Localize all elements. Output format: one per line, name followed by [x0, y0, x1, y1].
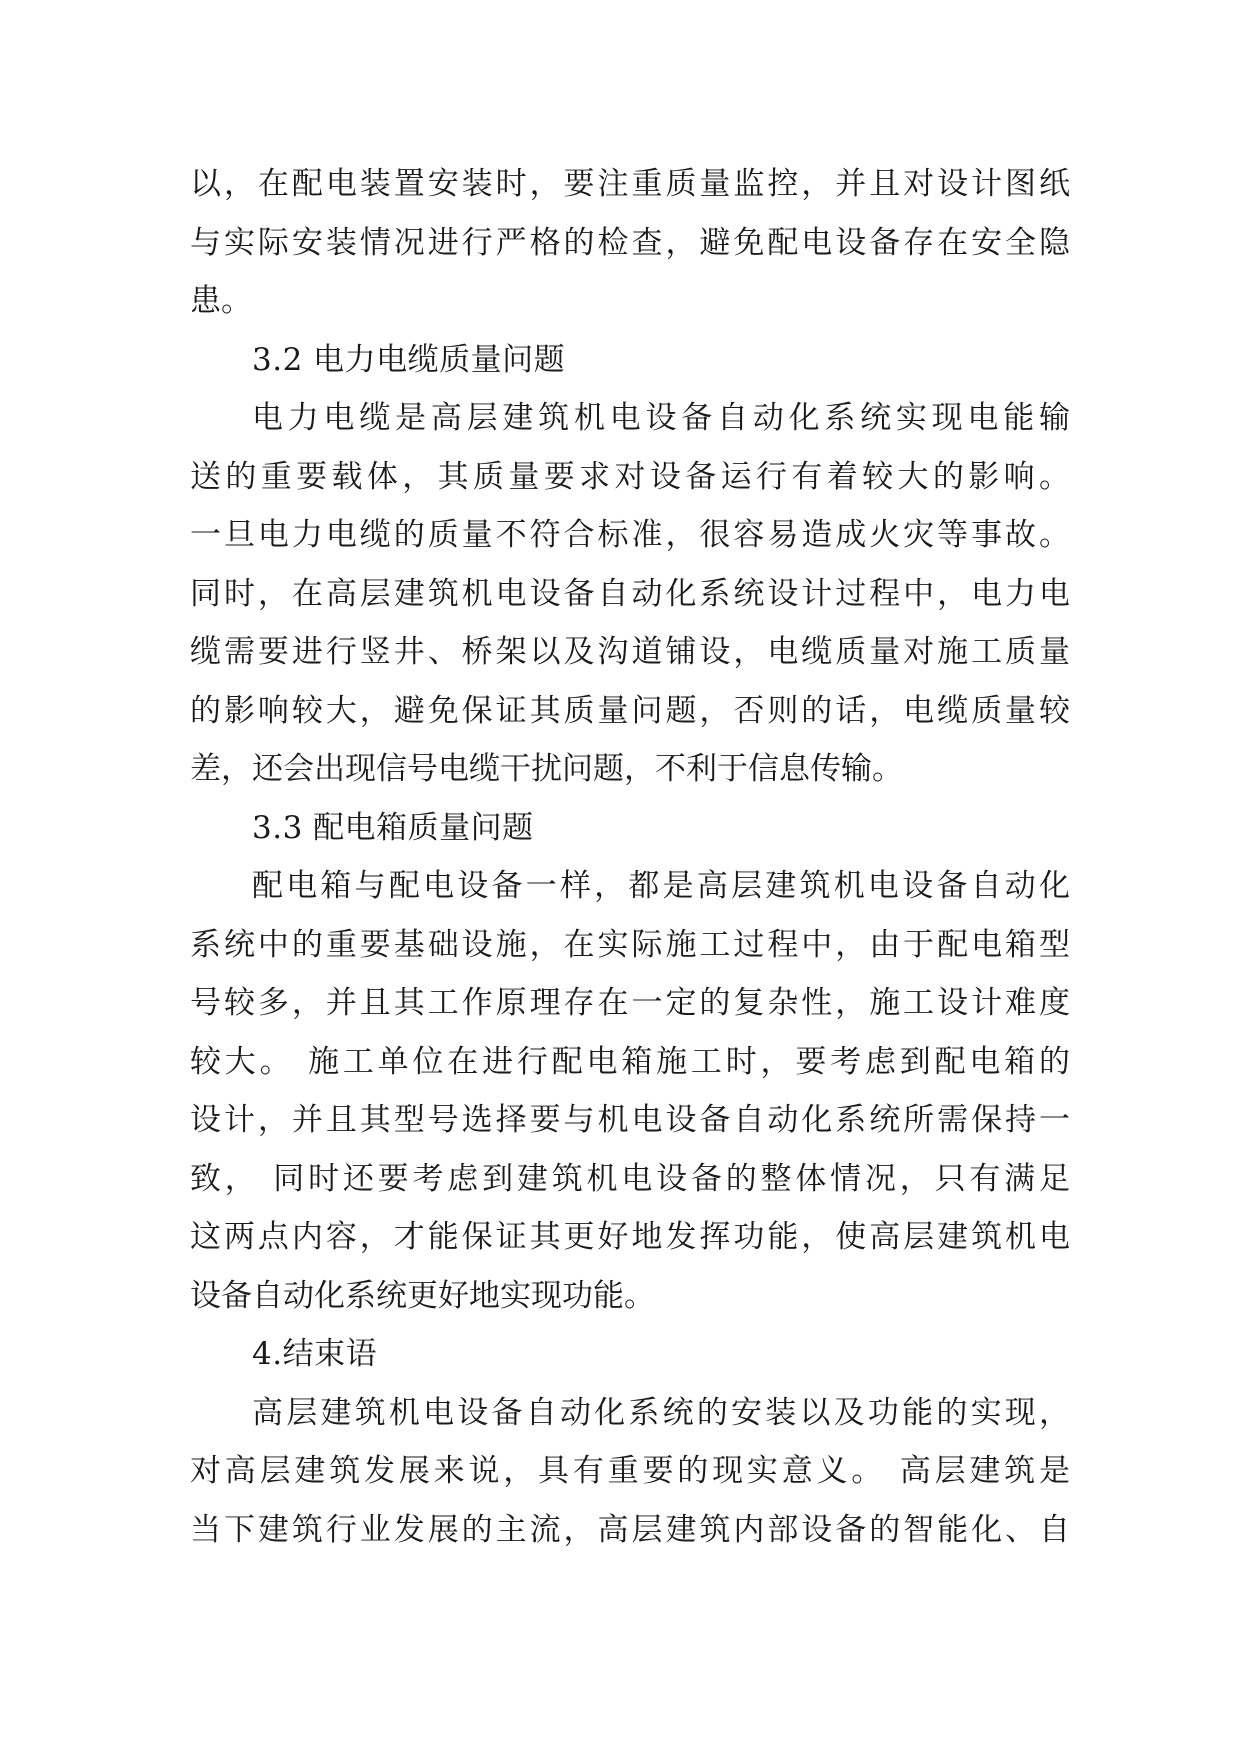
paragraph-line: 系统中的重要基础设施，在实际施工过程中，由于配电箱型	[190, 926, 1070, 963]
paragraph-line: 送的重要载体，其质量要求对设备运行有着较大的影响。	[190, 458, 1070, 495]
paragraph-line: 致， 同时还要考虑到建筑机电设备的整体情况，只有满足	[190, 1160, 1070, 1197]
section-heading-3-2: 3.2 电力电缆质量问题	[252, 341, 566, 378]
paragraph-line: 以，在配电装置安装时，要注重质量监控，并且对设计图纸	[190, 166, 1070, 202]
paragraph-line: 同时，在高层建筑机电设备自动化系统设计过程中，电力电	[190, 575, 1070, 612]
paragraph-line: 差，还会出现信号电缆干扰问题，不利于信息传输。	[190, 751, 903, 787]
paragraph-line: 对高层建筑发展来说，具有重要的现实意义。 高层建筑是	[190, 1453, 1070, 1489]
paragraph-line: 号较多，并且其工作原理存在一定的复杂性，施工设计难度	[190, 985, 1070, 1021]
paragraph-line: 一旦电力电缆的质量不符合标准，很容易造成火灾等事故。	[190, 517, 1070, 553]
paragraph-line: 高层建筑机电设备自动化系统的安装以及功能的实现，	[252, 1394, 1070, 1431]
paragraph-line: 较大。 施工单位在进行配电箱施工时，要考虑到配电箱的	[190, 1043, 1070, 1080]
paragraph-line: 设备自动化系统更好地实现功能。	[190, 1277, 655, 1314]
document-page	[190, 155, 1070, 1559]
paragraph-line: 电力电缆是高层建筑机电设备自动化系统实现电能输	[252, 400, 1070, 436]
paragraph-line: 的影响较大，避免保证其质量问题，否则的话，电缆质量较	[190, 692, 1070, 729]
paragraph-line: 配电箱与配电设备一样，都是高层建筑机电设备自动化	[252, 868, 1070, 904]
paragraph-line: 这两点内容，才能保证其更好地发挥功能，使高层建筑机电	[190, 1219, 1070, 1255]
paragraph-line: 当下建筑行业发展的主流，高层建筑内部设备的智能化、自	[190, 1511, 1070, 1548]
section-heading-3-3: 3.3 配电箱质量问题	[252, 809, 534, 846]
paragraph-line: 设计，并且其型号选择要与机电设备自动化系统所需保持一	[190, 1102, 1070, 1138]
paragraph-line: 患。	[190, 283, 252, 319]
section-heading-4: 4.结束语	[252, 1336, 378, 1372]
paragraph-line: 缆需要进行竖井、桥架以及沟道铺设，电缆质量对施工质量	[190, 634, 1070, 670]
paragraph-line: 与实际安装情况进行严格的检查，避免配电设备存在安全隐	[190, 224, 1070, 261]
